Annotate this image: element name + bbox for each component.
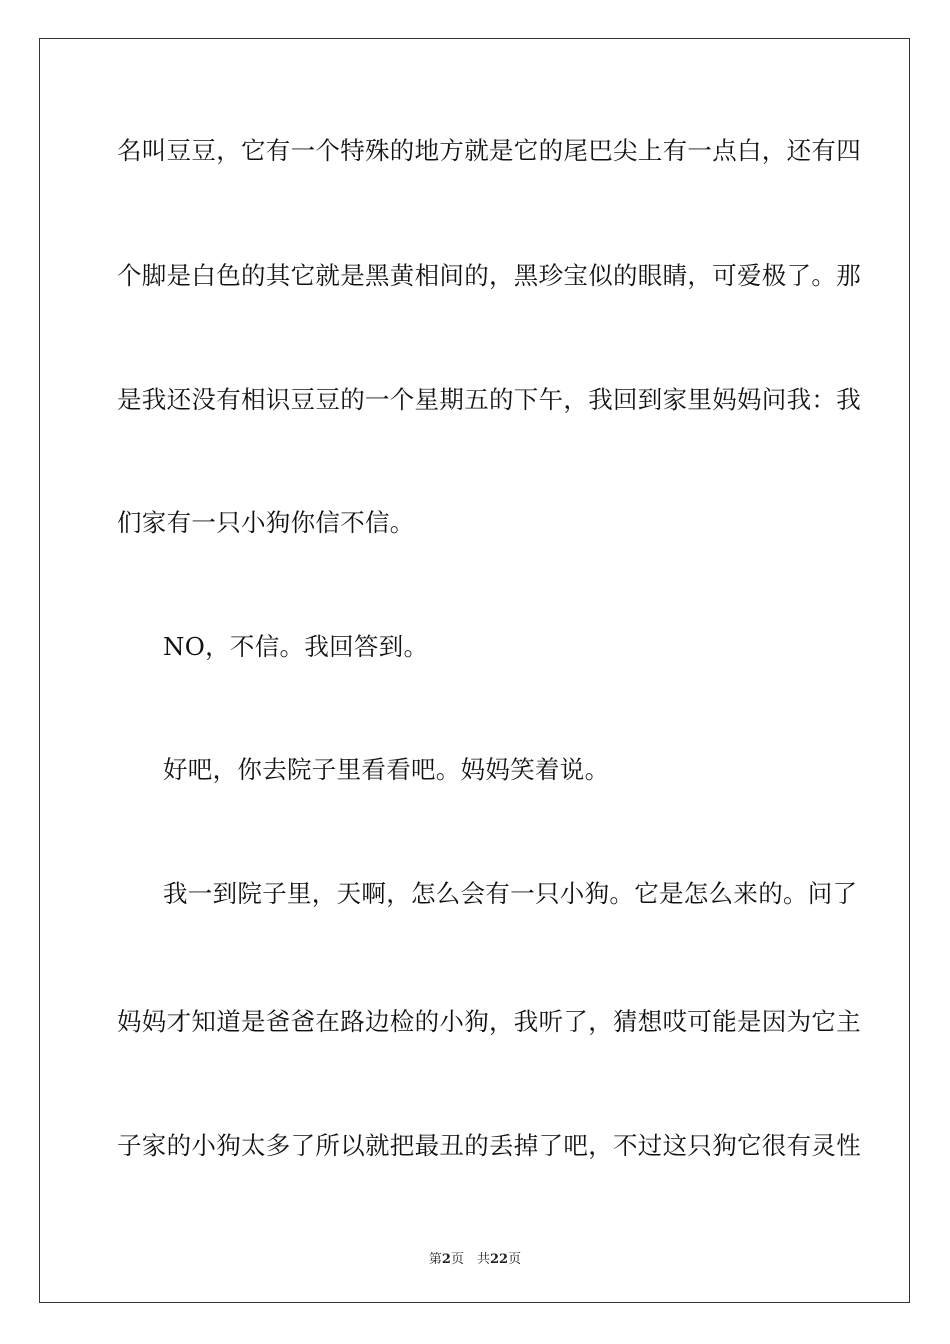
text-line: 好吧，你去院子里看看吧。妈妈笑着说。 bbox=[163, 755, 610, 784]
text-line: 名叫豆豆，它有一个特殊的地方就是它的尾巴尖上有一点白，还有四 bbox=[117, 136, 861, 165]
text-line: 们家有一只小狗你信不信。 bbox=[117, 508, 415, 537]
page-mid: 页 共 bbox=[450, 1252, 490, 1267]
text-line: 妈妈才知道是爸爸在路边检的小狗，我听了，猜想哎可能是因为它主 bbox=[117, 1007, 861, 1036]
text-line: 子家的小狗太多了所以就把最丑的丢掉了吧，不过这只狗它很有灵性 bbox=[117, 1131, 861, 1160]
text-line: 是我还没有相识豆豆的一个星期五的下午，我回到家里妈妈问我：我 bbox=[117, 385, 861, 414]
page-current: 2 bbox=[441, 1252, 451, 1267]
page-suffix: 页 bbox=[508, 1252, 522, 1267]
text-line: NO，不信。我回答到。 bbox=[163, 632, 429, 661]
page-total: 22 bbox=[489, 1252, 509, 1267]
page-prefix: 第 bbox=[428, 1252, 442, 1267]
page-border bbox=[39, 38, 910, 1303]
page-footer bbox=[0, 1248, 950, 1267]
text-line: 个脚是白色的其它就是黑黄相间的，黑珍宝似的眼睛，可爱极了。那 bbox=[117, 261, 861, 290]
text-line: 我一到院子里，天啊，怎么会有一只小狗。它是怎么来的。问了 bbox=[163, 879, 858, 908]
